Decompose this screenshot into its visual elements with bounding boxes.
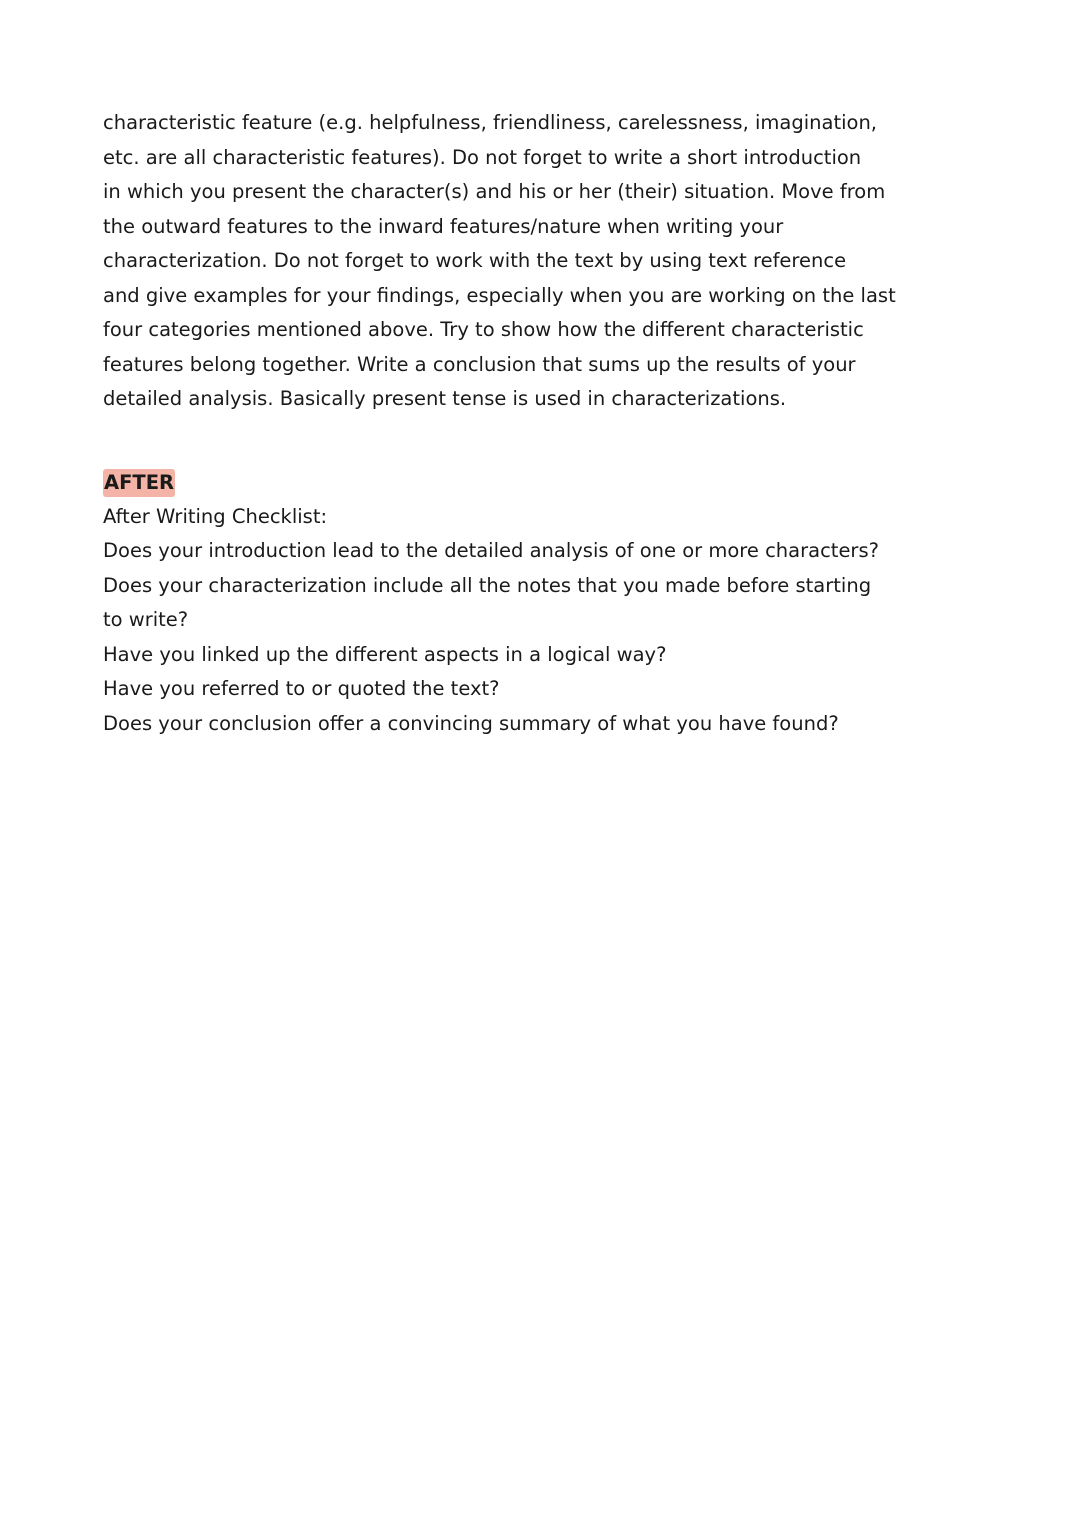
document-page — [103, 106, 983, 741]
paragraph-line: the outward features to the inward features/nature when writing your — [103, 214, 784, 238]
checklist-item: Does your conclusion offer a convincing summary of what you have found? — [103, 711, 839, 735]
paragraph-line: features belong together. Write a conclusion that sums up the results of your — [103, 352, 856, 376]
intro-paragraph — [103, 106, 983, 417]
checklist-title: After Writing Checklist: — [103, 504, 328, 528]
section-heading-after: AFTER — [103, 469, 175, 497]
checklist-item: Does your introduction lead to the detailed analysis of one or more characters? — [103, 539, 879, 562]
after-section — [103, 451, 983, 742]
paragraph-line: and give examples for your findings, especially when you are working on the last — [103, 283, 896, 307]
checklist-item: Have you linked up the different aspects in a logical way? — [103, 642, 667, 666]
checklist-item: to write? — [103, 608, 189, 631]
paragraph-line: etc. are all characteristic features). Do not forget to write a short introduction — [103, 145, 862, 169]
paragraph-line: characterization. Do not forget to work with the text by using text reference — [103, 249, 847, 272]
checklist-item: Have you referred to or quoted the text? — [103, 677, 500, 700]
paragraph-line: characteristic feature (e.g. helpfulness, friendliness, carelessness, imagination, — [103, 111, 878, 134]
paragraph-line: in which you present the character(s) and his or her (their) situation. Move from — [103, 180, 886, 203]
paragraph-line: four categories mentioned above. Try to show how the different characteristic — [103, 318, 864, 341]
paragraph-line: detailed analysis. Basically present tense is used in characterizations. — [103, 387, 787, 410]
checklist-item: Does your characterization include all the notes that you made before starting — [103, 573, 872, 597]
section-gap — [103, 417, 983, 451]
